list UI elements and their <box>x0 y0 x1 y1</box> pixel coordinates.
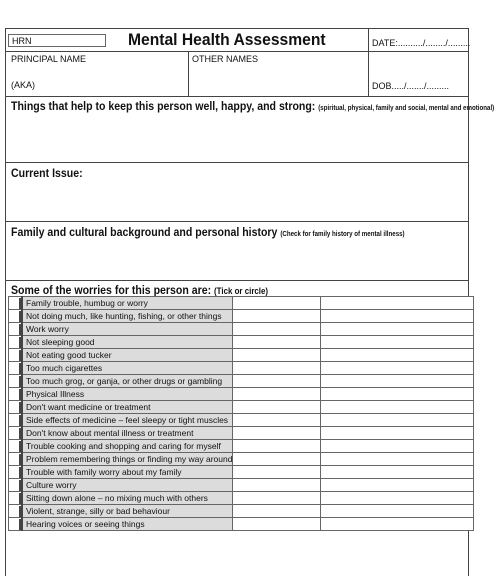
worry-notes-cell[interactable] <box>233 401 320 414</box>
worry-checkbox[interactable] <box>9 479 23 492</box>
worry-checkbox[interactable] <box>9 323 23 336</box>
worry-label: Too much grog, or ganja, or other drugs or gambling <box>22 375 233 388</box>
worry-label: Trouble with family worry about my family <box>22 466 233 479</box>
hrn-field[interactable] <box>8 34 106 47</box>
worry-label: Trouble cooking and shopping and caring for myself <box>22 440 233 453</box>
worry-notes-cell[interactable] <box>233 479 320 492</box>
worry-row <box>9 401 474 414</box>
worry-checkbox[interactable] <box>9 297 23 310</box>
section-worries-title: Some of the worries for this person are: <box>11 283 212 297</box>
worry-notes-cell[interactable] <box>320 505 473 518</box>
worry-notes-cell[interactable] <box>320 466 473 479</box>
worry-checkbox[interactable] <box>9 375 23 388</box>
divider <box>5 51 469 52</box>
worry-row <box>9 466 474 479</box>
worry-notes-cell[interactable] <box>320 362 473 375</box>
worry-row <box>9 453 474 466</box>
section-history-note: (Check for family history of mental illness) <box>280 231 405 238</box>
section-keep-well-note: (spiritual, physical, family and social, mental and emotional) <box>318 105 494 112</box>
worry-notes-cell[interactable] <box>233 492 320 505</box>
worry-label: Hearing voices or seeing things <box>22 518 233 531</box>
worry-notes-cell[interactable] <box>233 349 320 362</box>
worry-checkbox[interactable] <box>9 388 23 401</box>
worry-notes-cell[interactable] <box>233 453 320 466</box>
worry-notes-cell[interactable] <box>320 492 473 505</box>
worry-checkbox[interactable] <box>9 349 23 362</box>
worry-notes-cell[interactable] <box>233 518 320 531</box>
worry-checkbox[interactable] <box>9 401 23 414</box>
worry-label: Problem remembering things or finding my way around <box>22 453 233 466</box>
worry-label: Sitting down alone – no mixing much with others <box>22 492 233 505</box>
divider <box>188 51 189 96</box>
worry-notes-cell[interactable] <box>320 479 473 492</box>
worry-checkbox[interactable] <box>9 336 23 349</box>
divider <box>5 221 469 222</box>
worry-row <box>9 518 474 531</box>
worry-notes-cell[interactable] <box>233 310 320 323</box>
worry-checkbox[interactable] <box>9 505 23 518</box>
worry-row <box>9 388 474 401</box>
worry-notes-cell[interactable] <box>320 427 473 440</box>
section-history-title: Family and cultural background and personal history <box>11 225 278 239</box>
worry-row <box>9 362 474 375</box>
section-worries-note: (Tick or circle) <box>214 286 269 296</box>
worry-notes-cell[interactable] <box>233 414 320 427</box>
worry-notes-cell[interactable] <box>320 310 473 323</box>
worry-label: Family trouble, humbug or worry <box>22 297 233 310</box>
section-history <box>11 225 405 239</box>
divider <box>368 28 369 96</box>
worry-row <box>9 336 474 349</box>
dob-field[interactable]: DOB...../......./......... <box>372 81 450 91</box>
worry-checkbox[interactable] <box>9 466 23 479</box>
worry-notes-cell[interactable] <box>320 297 473 310</box>
worry-notes-cell[interactable] <box>320 323 473 336</box>
worry-label: Not sleeping good <box>22 336 233 349</box>
worry-label: Culture worry <box>22 479 233 492</box>
worry-label: Don't know about mental illness or treatment <box>22 427 233 440</box>
worry-notes-cell[interactable] <box>320 375 473 388</box>
worry-checkbox[interactable] <box>9 414 23 427</box>
section-current-issue: Current Issue: <box>11 166 83 180</box>
worry-notes-cell[interactable] <box>320 401 473 414</box>
worry-notes-cell[interactable] <box>233 466 320 479</box>
worries-checklist <box>8 296 474 531</box>
worry-notes-cell[interactable] <box>320 336 473 349</box>
worry-checkbox[interactable] <box>9 362 23 375</box>
worry-notes-cell[interactable] <box>320 414 473 427</box>
hrn-label: HRN <box>12 36 32 46</box>
aka-label: (AKA) <box>11 80 36 90</box>
form-title: Mental Health Assessment <box>128 30 326 49</box>
worry-row <box>9 492 474 505</box>
worry-label: Violent, strange, silly or bad behaviour <box>22 505 233 518</box>
worry-row <box>9 440 474 453</box>
worry-notes-cell[interactable] <box>320 440 473 453</box>
worry-notes-cell[interactable] <box>233 297 320 310</box>
worry-label: Not doing much, like hunting, fishing, or other things <box>22 310 233 323</box>
worry-checkbox[interactable] <box>9 427 23 440</box>
divider <box>5 96 469 97</box>
worry-notes-cell[interactable] <box>233 440 320 453</box>
worry-row <box>9 427 474 440</box>
section-worries <box>11 283 268 297</box>
principal-name-label: PRINCIPAL NAME <box>11 54 87 64</box>
worry-notes-cell[interactable] <box>233 427 320 440</box>
worry-row <box>9 297 474 310</box>
worry-row <box>9 505 474 518</box>
worry-row <box>9 323 474 336</box>
date-field[interactable]: DATE:........../......../......... <box>372 38 471 48</box>
worry-notes-cell[interactable] <box>320 453 473 466</box>
worry-notes-cell[interactable] <box>320 518 473 531</box>
section-keep-well <box>11 99 494 113</box>
worry-label: Work worry <box>22 323 233 336</box>
worry-notes-cell[interactable] <box>233 505 320 518</box>
worry-notes-cell[interactable] <box>233 388 320 401</box>
worry-row <box>9 414 474 427</box>
worry-checkbox[interactable] <box>9 440 23 453</box>
other-names-label: OTHER NAMES <box>192 54 259 64</box>
worry-checkbox[interactable] <box>9 492 23 505</box>
worry-notes-cell[interactable] <box>320 349 473 362</box>
divider <box>5 280 469 281</box>
worry-row <box>9 310 474 323</box>
worry-label: Side effects of medicine – feel sleepy or tight muscles <box>22 414 233 427</box>
worry-row <box>9 375 474 388</box>
worry-checkbox[interactable] <box>9 310 23 323</box>
worry-label: Physical Illness <box>22 388 233 401</box>
worry-label: Not eating good tucker <box>22 349 233 362</box>
worry-label: Don't want medicine or treatment <box>22 401 233 414</box>
worry-notes-cell[interactable] <box>233 362 320 375</box>
divider <box>5 162 469 163</box>
worry-checkbox[interactable] <box>9 453 23 466</box>
worry-notes-cell[interactable] <box>233 323 320 336</box>
worry-notes-cell[interactable] <box>233 336 320 349</box>
worry-row <box>9 349 474 362</box>
worry-label: Too much cigarettes <box>22 362 233 375</box>
worry-notes-cell[interactable] <box>233 375 320 388</box>
worry-checkbox[interactable] <box>9 518 23 531</box>
worry-row <box>9 479 474 492</box>
worry-notes-cell[interactable] <box>320 388 473 401</box>
section-keep-well-title: Things that help to keep this person well, happy, and strong: <box>11 99 316 113</box>
